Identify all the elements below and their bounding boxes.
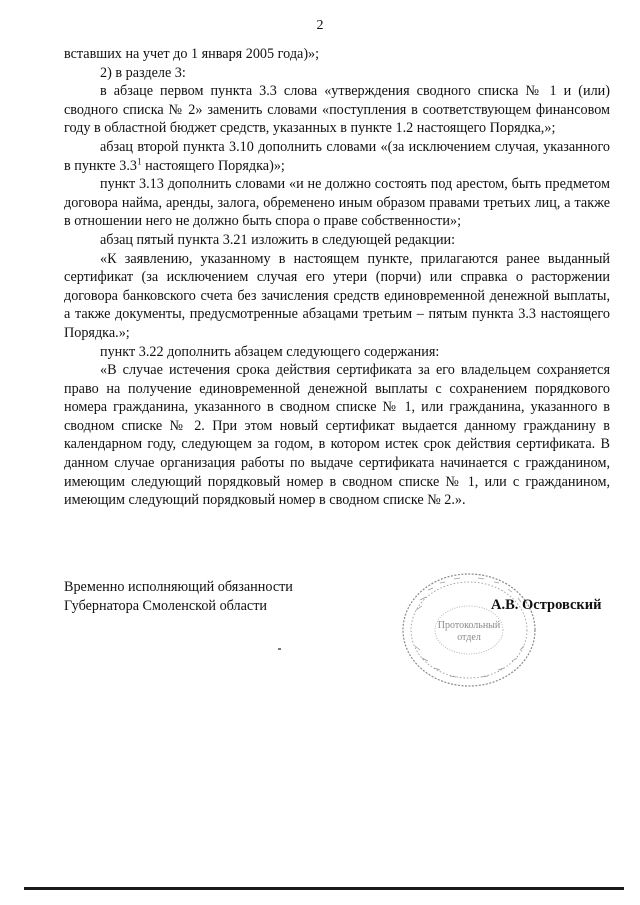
signatory-name: А.В. Островский — [491, 597, 602, 613]
paragraph-4-post: настоящего Порядка)»; — [141, 157, 285, 174]
page-number: 2 — [316, 18, 324, 33]
signatory-position — [64, 578, 293, 615]
document-body — [64, 45, 610, 510]
position-line-2: Губернатора Смоленской области — [64, 597, 268, 614]
paragraph-3: в абзаце первом пункта 3.3 слова «утверждения сводного списка № 1 и (или) сводного списка № 2» заменить словами «поступления в соответствующем финансовом году в областной бюджет средств, указанных в пункте 1.2 настоящего Порядка,»; — [64, 83, 610, 137]
paragraph-4-pre: абзац второй пункта 3.10 дополнить словами «(за исключением случая, указанного в пункте 3.3 — [64, 138, 610, 174]
paragraph-8: пункт 3.22 дополнить абзацем следующего содержания: — [100, 343, 440, 360]
paragraph-6: абзац пятый пункта 3.21 изложить в следующей редакции: — [100, 231, 456, 248]
scan-speck — [278, 648, 281, 650]
paragraph-9: «В случае истечения срока действия сертификата за его владельцем сохраняется право на получение единовременной денежной выплаты с сохранением порядкового номера гражданина, указанного в сводном списке № 1, или гражданина, указанного в сводном списке № 2. При этом новый сертификат выдается данному гражданину в календарном году, следующем за годом, в котором истек срок действия сертификата. В данном случае организация работы по выдаче сертификата начинается с гражданином, имеющим следующий порядковый номер в сводном списке № 1, или с гражданином, имеющим следующий порядковый номер в сводном списке № 2.». — [64, 362, 610, 509]
paragraph-4 — [64, 138, 610, 175]
paragraph-7: «К заявлению, указанному в настоящем пункте, прилагаются ранее выданный сертификат (за исключением случая его утери (порчи) или справка о расторжении договора банковского счета без зачисления средств единовременной денежной выплаты, а также документы, предусмотренные абзацами третьим – пятым пункта 3.3 настоящего Порядка.»; — [64, 250, 610, 341]
paragraph-5: пункт 3.13 дополнить словами «и не должно состоять под арестом, быть предметом договора найма, аренды, залога, обременено иным образом правами третьих лиц, а также в отношении него не должно быть спора о праве собственности»; — [64, 176, 610, 230]
bottom-rule — [24, 887, 624, 890]
stamp-text-line-2: отдел — [457, 632, 481, 643]
official-stamp — [398, 570, 540, 690]
stamp-text-line-1: Протокольный — [437, 620, 501, 631]
paragraph-2: 2) в разделе 3: — [100, 64, 186, 81]
stamp-icon — [398, 570, 540, 690]
position-line-1: Временно исполняющий обязанности — [64, 579, 293, 595]
paragraph-1: вставших на учет до 1 января 2005 года)»; — [64, 46, 320, 62]
superscript-1: 1 — [137, 155, 142, 166]
